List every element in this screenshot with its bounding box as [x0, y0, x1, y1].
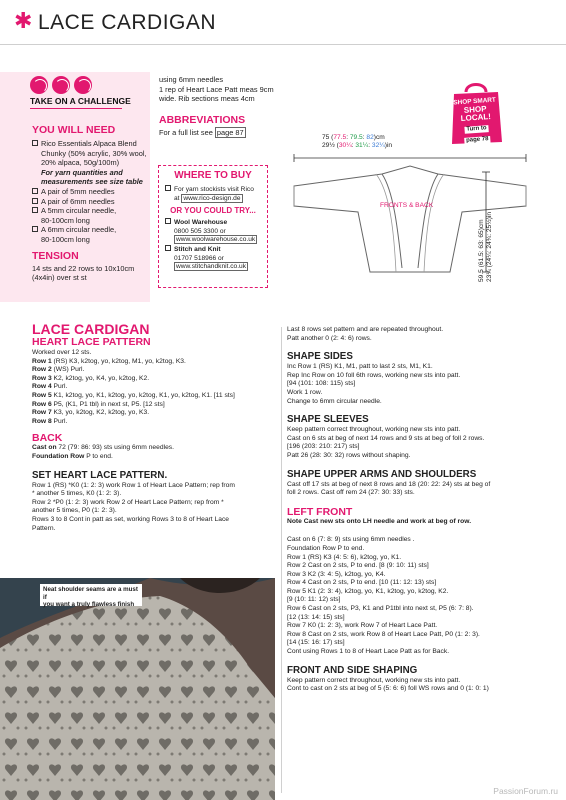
abbrev-text: For a full list see	[159, 128, 213, 137]
pattern-text: Row 6 Cast on 2 sts, P3, K1 and P1tbl into next st, P5 (6: 7: 8).	[287, 605, 474, 613]
pattern-text: Rows 3 to 8 Cont in patt as set, working Rows 3 to 8 of Heart Lace	[32, 515, 230, 523]
section-heading: YOU WILL NEED	[32, 124, 116, 136]
pattern-text: [14 (15: 16: 17) sts]	[287, 639, 345, 647]
pattern-text: Worked over 12 sts.	[32, 349, 92, 356]
tension-line: 14 sts and 22 rows to 10x10cm	[32, 263, 135, 273]
lace-row	[32, 358, 276, 367]
pattern-text: Inc Row 1 (RS) K1, M1, patt to last 2 sts, M1, K1.	[287, 363, 433, 371]
size-value: 79.5	[349, 134, 363, 141]
pattern-text: Cast off 17 sts at beg of next 8 rows and 18 (20: 22: 24) sts at beg of	[287, 480, 491, 488]
pattern-text: Row 1 (RS) K3 (4: 5: 6), k2tog, yo, K1.	[287, 553, 402, 561]
box-subheading: OR YOU COULD TRY...	[170, 206, 256, 216]
pattern-text: Row 4 Cast on 2 sts, P to end. [10 (11: 12: 13) sts]	[287, 579, 437, 587]
size-value: 82	[366, 134, 374, 141]
row-label: Row 3	[32, 374, 52, 382]
checkbox-icon	[32, 198, 38, 204]
shop-phone: 0800 505 3300 or	[174, 227, 226, 235]
pattern-title: LACE CARDIGAN	[32, 321, 150, 337]
measure-text: )in	[384, 142, 393, 150]
tension-line: 1 rep of Heart Lace Patt meas 9cm	[159, 84, 274, 94]
pattern-right-column	[287, 326, 557, 694]
pattern-text: Cont using Rows 1 to 8 of Heart Lace Patt as for Back.	[287, 648, 450, 656]
row-text: (WS) Purl.	[51, 366, 85, 374]
measure-text: 59.5 (61.5: 63: 65)cm	[478, 219, 485, 282]
pattern-text: Row 1 (RS) *K0 (1: 2: 3) work Row 1 of Heart Lace Pattern; rep from	[32, 481, 235, 489]
yarn-line: 20% alpaca, 50g/100m)	[41, 158, 120, 168]
section-heading: ABBREVIATIONS	[159, 114, 246, 126]
pattern-text: Patt 26 (28: 30: 32) rows without shaping.	[287, 451, 411, 459]
pattern-text: Work 1 row.	[287, 388, 323, 396]
pattern-text: Keep pattern correct throughout, working new sts into patt.	[287, 676, 461, 684]
lace-row	[32, 409, 276, 418]
divider	[30, 108, 122, 109]
badge-text: LOCAL!	[460, 111, 492, 124]
box-heading: WHERE TO BUY	[174, 170, 252, 181]
row-text: P to end.	[84, 452, 113, 460]
checkbox-icon	[32, 140, 38, 146]
cardigan-schematic	[290, 152, 540, 302]
photo-caption	[40, 584, 142, 609]
pattern-text: Row 7 K0 (1: 2: 3), work Row 7 of Heart Lace Patt.	[287, 622, 438, 630]
row-text: Purl.	[51, 383, 68, 391]
row-label: Row 2	[32, 366, 52, 374]
pattern-text: Cast on 6 (7: 8: 9) sts using 6mm needles .	[287, 536, 415, 544]
material-item: A 6mm circular needle,	[41, 225, 117, 235]
row-text: P5, (K1, P1 tbl) in next st, P5. [12 sts]	[51, 400, 165, 408]
row-label: Row 1	[32, 357, 52, 365]
shop-name: Wool Warehouse	[174, 219, 228, 227]
header-divider	[0, 44, 566, 45]
row-text: 72 (79: 86: 93) sts using 6mm needles.	[56, 444, 174, 452]
lace-row	[32, 375, 276, 384]
measure-text: 23¼ (24¼: 24¾: 25½)in	[486, 211, 494, 282]
row-label: Cast on	[32, 444, 57, 452]
badge-text: SHOP SMART	[453, 96, 497, 107]
size-value: 30¼	[338, 142, 352, 150]
row-text: (RS) K3, k2tog, yo, k2tog, M1, yo, k2tog, K3.	[51, 357, 186, 365]
yarn-ball-icon	[74, 76, 92, 94]
page-link[interactable]: page 87	[216, 128, 244, 137]
caption-text: you want a truly flawless finish	[43, 601, 135, 609]
checkbox-icon	[165, 245, 171, 251]
caption-text: Neat shoulder seams are a must if	[43, 586, 138, 601]
row-label: Foundation Row	[32, 452, 85, 460]
row-label: Row 6	[32, 400, 52, 408]
lace-row	[32, 401, 276, 410]
checkbox-icon	[32, 188, 38, 194]
tension-continued	[159, 75, 289, 104]
stockist-text: at	[174, 194, 182, 202]
lace-row	[32, 366, 276, 375]
tension-line: (4x4in) over st st	[32, 273, 87, 283]
rico-link[interactable]: www.rico-design.de	[183, 194, 241, 202]
pattern-text: Last 8 rows set pattern and are repeated throughout.	[287, 326, 444, 333]
pattern-text: Row 5 K1 (2: 3: 4), k2tog, yo, K1, k2tog, yo, k2tog, K2.	[287, 587, 449, 595]
lace-row	[32, 392, 276, 401]
row-label: Row 4	[32, 383, 52, 391]
section-heading: SET HEART LACE PATTERN.	[32, 469, 168, 481]
pattern-text: [9 (10: 11: 12) sts]	[287, 596, 341, 604]
row-text: K3, yo, k2tog, K2, k2tog, yo, K3.	[51, 409, 150, 417]
pattern-subtitle: HEART LACE PATTERN	[32, 336, 151, 348]
page-header	[0, 0, 566, 46]
section-heading: TENSION	[32, 249, 79, 262]
row-text: Purl.	[51, 417, 68, 425]
you-will-need-section	[32, 124, 150, 283]
difficulty-rating	[30, 76, 110, 94]
yarn-ball-icon	[30, 76, 48, 94]
pattern-text: Row 2 Cast on 2 sts, P to end. [8 (9: 10: 11) sts]	[287, 562, 429, 570]
pattern-text: Change to 6mm circular needle.	[287, 397, 382, 405]
badge-text: SHOP	[463, 104, 487, 115]
pattern-text: Cast on 6 sts at beg of next 14 rows and 9 sts at beg of foll 2 rows.	[287, 434, 485, 442]
section-heading: SHAPE UPPER ARMS AND SHOULDERS	[287, 468, 477, 480]
pattern-text: Row 3 K2 (3: 4: 5), k2tog, yo, K4.	[287, 570, 386, 578]
section-heading: SHAPE SIDES	[287, 351, 353, 363]
asterisk-icon: ✱	[14, 8, 33, 33]
measure-text: 75 (	[322, 134, 334, 141]
size-value: 77.5	[333, 134, 347, 141]
row-label: Row 8	[32, 417, 52, 425]
height-measurement	[478, 170, 495, 282]
difficulty-label: TAKE ON A CHALLENGE	[30, 96, 131, 106]
pattern-text: another 5 times, P0 (1: 2: 3).	[32, 507, 117, 515]
footer-watermark: PassionForum.ru	[493, 786, 558, 796]
yarn-line: Chunky (50% acrylic, 30% wool,	[41, 148, 147, 158]
material-item: A pair of 5mm needles	[41, 186, 115, 196]
section-heading: FRONT AND SIDE SHAPING	[287, 664, 418, 676]
where-to-buy-box	[158, 165, 268, 288]
section-heading: SHAPE SLEEVES	[287, 414, 369, 426]
section-heading: BACK	[32, 432, 63, 445]
checkbox-icon	[32, 226, 38, 232]
shop-local-badge	[448, 78, 504, 150]
yarn-ball-icon	[52, 76, 70, 94]
material-item: A 5mm circular needle,	[41, 206, 117, 216]
section-heading: LEFT FRONT	[287, 505, 353, 518]
stockist-text: For yarn stockists visit Rico	[174, 186, 254, 193]
measure-text: )cm	[373, 134, 385, 141]
row-label: Row 5	[32, 391, 52, 399]
lace-row	[32, 383, 276, 392]
yarn-line: Rico Essentials Alpaca Blend	[41, 139, 137, 148]
lace-rows	[32, 358, 276, 427]
material-item: 80-100cm long	[41, 215, 90, 225]
checkbox-icon	[165, 218, 171, 224]
pattern-text: Row 8 Cast on 2 sts, work Row 8 of Heart Lace Patt, P0 (1: 2: 3).	[287, 630, 480, 638]
column-divider	[281, 327, 282, 793]
qty-note: For yarn quantities and	[41, 167, 123, 177]
badge-link[interactable]: page 78	[464, 136, 491, 145]
pattern-text: foll 2 rows. Cast off rem 24 (27: 30: 33) sts.	[287, 489, 415, 497]
pattern-text: Rep Inc Row on 10 foll 6th rows, working new sts into patt.	[287, 371, 461, 379]
pattern-text: [94 (101: 108: 115) sts]	[287, 380, 356, 388]
pattern-note: Note Cast new sts onto LH needle and work at beg of row.	[287, 517, 472, 525]
pattern-text: [196 (203: 210: 217) sts]	[287, 443, 360, 451]
lace-knit-image	[0, 578, 275, 800]
panel-label: FRONTS & BACK	[380, 202, 434, 209]
tension-line: using 6mm needles	[159, 75, 224, 84]
pattern-text: Row 2 *P0 (1: 2: 3) work Row 2 of Heart Lace Pattern; rep from *	[32, 498, 224, 506]
woolwarehouse-link[interactable]: www.woolwarehouse.co.uk	[176, 236, 256, 244]
shop-name: Stitch and Knit	[174, 245, 221, 253]
tension-line: wide. Rib sections meas 4cm	[159, 94, 255, 104]
pattern-text: Keep pattern correct throughout, working new sts into patt.	[287, 426, 461, 434]
size-value: 32¼	[371, 142, 385, 150]
qty-note: measurements see size table	[41, 177, 143, 187]
badge-text: Turn to	[464, 125, 489, 134]
measure-text: 29½ (	[322, 142, 339, 150]
pattern-text: * another 5 times, K0 (1: 2: 3).	[32, 490, 122, 498]
row-text: K2, k2tog, yo, K4, yo, k2tog, K2.	[51, 374, 150, 382]
material-item: A pair of 6mm needles	[41, 196, 115, 206]
checkbox-icon	[32, 207, 38, 213]
page-title: LACE CARDIGAN	[38, 11, 217, 34]
stitchandknit-link[interactable]: www.stitchandknit.co.uk	[176, 263, 246, 271]
cardigan-photo	[0, 578, 275, 800]
row-label: Row 7	[32, 409, 52, 417]
shop-phone: 01707 518966 or	[174, 254, 224, 262]
pattern-text: Pattern.	[32, 524, 56, 532]
lace-row	[32, 418, 276, 427]
pattern-text: Cont to cast on 2 sts at beg of 5 (5: 6: 6) foll WS rows and 0 (1: 0: 1)	[287, 685, 489, 693]
abbreviations-section	[159, 114, 279, 138]
size-value: 31¼	[355, 142, 369, 150]
material-item: 80-100cm long	[41, 234, 90, 244]
checkbox-icon	[165, 185, 171, 191]
width-measurement: 75 (77.5: 79.5: 82)cm 29½ (30¼: 31¼: 32¼)in	[322, 134, 393, 150]
pattern-text: Foundation Row P to end.	[287, 544, 365, 552]
pattern-left-column	[32, 322, 276, 533]
row-text: K1, k2tog, yo, K1, k2tog, yo, k2tog, K1, yo, k2tog, K1. [11 sts]	[51, 391, 235, 399]
pattern-text: [12 (13: 14: 15) sts]	[287, 613, 345, 621]
pattern-text: Patt another 0 (2: 4: 6) rows.	[287, 334, 372, 342]
